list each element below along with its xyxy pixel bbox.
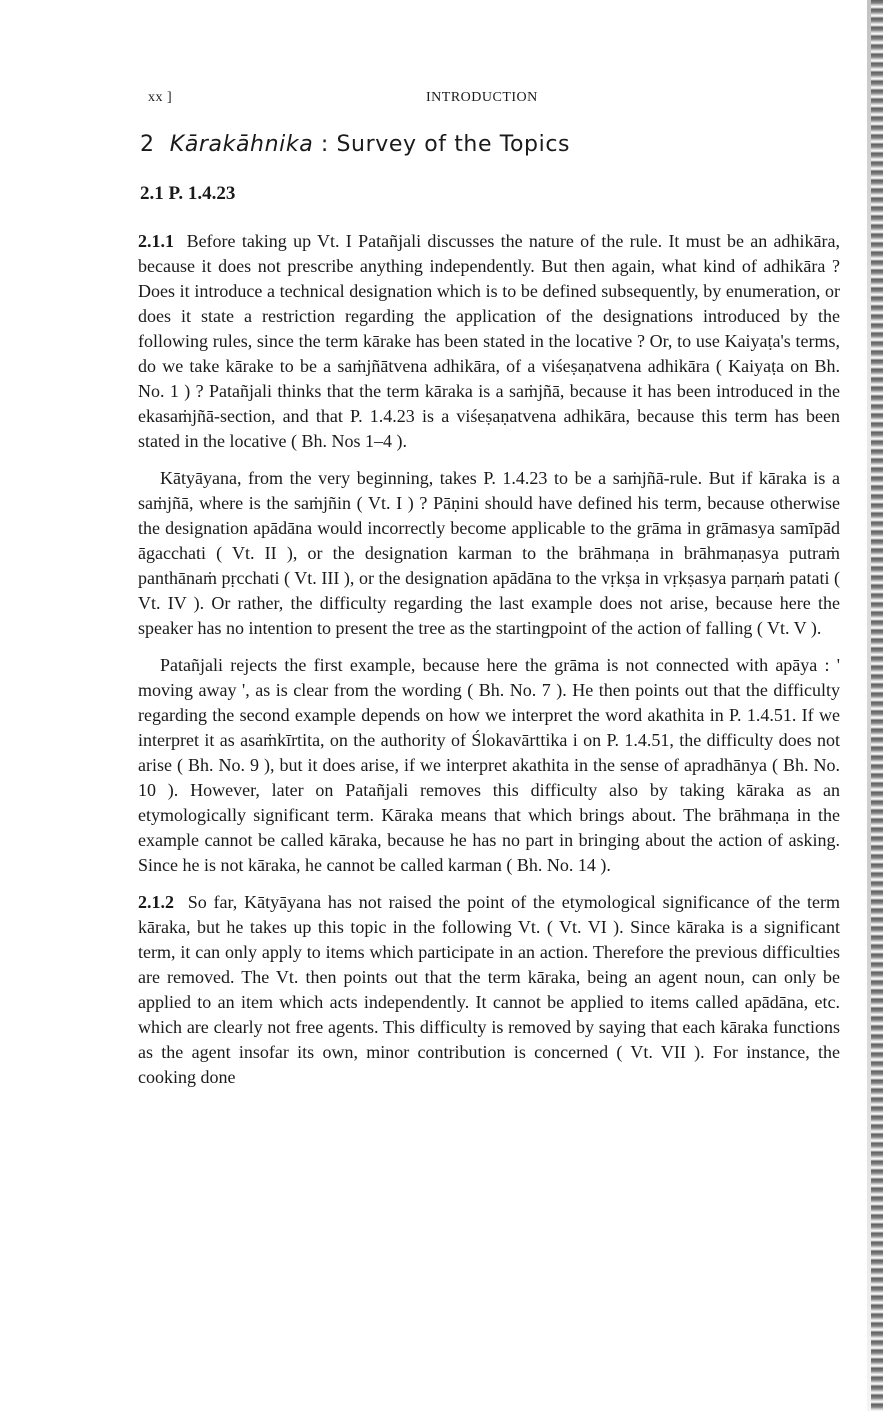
paragraph-text: Kātyāyana, from the very beginning, takes P. 1.4.23 to be a saṁjñā-rule. But if kāraka is a saṁjñā, where is the saṁjñin ( Vt. I ) ? Pāṇini should have defined his term, because otherwise the designation apādāna would incorrectly become applicable to the grāma in grāmasya samīpād āgacchati ( Vt. II ), or the designation karman to the brāhmaṇa in brāhmaṇasya putraṁ panthānaṁ pṛcchati ( Vt. III ), or the designation apādāna to the vṛkṣa in vṛkṣasya parṇaṁ patati ( Vt. IV ). Or rather, the difficulty regarding the last example does not arise, because here the speaker has no intention to present the tree as the startingpoint of the action of falling ( Vt. V ). — [138, 468, 840, 638]
paragraph — [138, 653, 840, 878]
page-number: xx ] — [148, 90, 173, 105]
running-head-title: INTRODUCTION — [426, 90, 538, 105]
chapter-title — [140, 132, 840, 157]
chapter-title-rest: : Survey of the Topics — [313, 132, 571, 157]
paragraph — [138, 466, 840, 641]
running-head — [148, 90, 838, 110]
paragraph — [138, 229, 840, 454]
page-edge-shadow — [871, 0, 883, 1411]
paragraph-text: Patañjali rejects the first example, because here the grāma is not connected with apāya : ' moving away ', as is clear from the wording ( Bh. No. 7 ). He then points out that the difficulty regarding the second example depends on how we interpret the word akathita in P. 1.4.51. If we interpret it as asaṁkīrtita, on the authority of Ślokavārttika i on P. 1.4.51, the difficulty does not arise ( Bh. No. 9 ), but it does arise, if we interpret akathita in the sense of apradhānya ( Bh. No. 10 ). However, later on Patañjali removes this difficulty also by taking kāraka as an etymologically significant term. Kāraka means that which brings about. The brāhmaṇa in the example cannot be called kāraka, because he has no part in bringing about the action of asking. Since he is not kāraka, he cannot be called karman ( Bh. No. 14 ). — [138, 655, 840, 875]
body-text — [138, 229, 840, 1102]
subsection-label: 2.1.2 — [138, 892, 174, 912]
page-edge-fade — [867, 0, 871, 1411]
paragraph-text: Before taking up Vt. I Patañjali discusses the nature of the rule. It must be an adhikāra, because it does not prescribe anything independently. But then again, what kind of adhikāra ? Does it introduce a technical designation which is to be defined subsequently, by enumeration, or does it state a restriction regarding the application of the designations introduced by the following rules, since the term kārake has been stated in the locative ? Or, to use Kaiyaṭa's terms, do we take kārake to be a saṁjñātvena adhikāra, of a viśeṣaṇatvena adhikāra ( Kaiyaṭa on Bh. No. 1 ) ? Patañjali thinks that the term kāraka is a saṁjñā, because it has been introduced in the ekasaṁjñā-section, and that P. 1.4.23 is a viśeṣaṇatvena adhikāra, because this term has been stated in the locative ( Bh. Nos 1–4 ). — [138, 231, 840, 451]
paragraph — [138, 890, 840, 1090]
paragraph-text: So far, Kātyāyana has not raised the point of the etymological significance of the term kāraka, but he takes up this topic in the following Vt. ( Vt. VI ). Since kāraka is a significant term, it can only apply to items which participate in an action. Therefore the previous difficulties are removed. The Vt. then points out that the term kāraka, being an agent noun, can only be applied to an item which acts independently. It cannot be applied to items called apādāna, etc. which are clearly not free agents. This difficulty is removed by saying that each kāraka functions as the agent insofar its own, minor contribution is concerned ( Vt. VII ). For instance, the cooking done — [138, 892, 841, 1087]
chapter-title-italic: Kārakāhnika — [169, 132, 314, 157]
subsection-label: 2.1.1 — [138, 231, 174, 251]
section-heading: 2.1 P. 1.4.23 — [140, 183, 236, 204]
chapter-number: 2 — [140, 132, 155, 157]
